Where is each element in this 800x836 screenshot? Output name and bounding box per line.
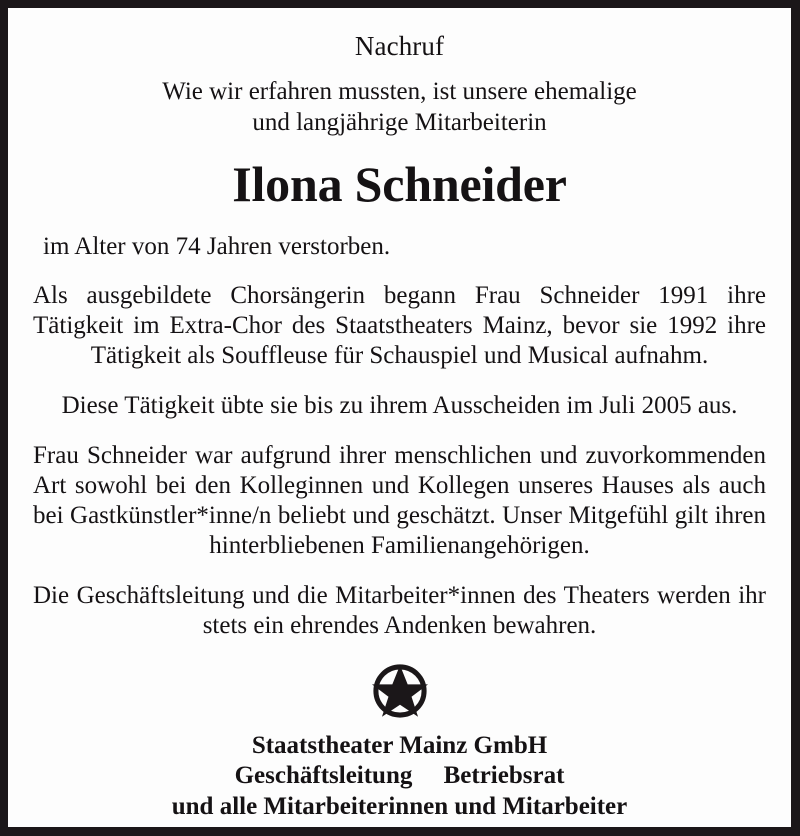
obituary-paragraph-retirement: Diese Tätigkeit übte sie bis zu ihrem Ausscheiden im Juli 2005 aus. — [61, 391, 738, 419]
obituary-paragraph-tribute: Frau Schneider war aufgrund ihrer menschlichen und zuvorkommenden Art sowohl bei den Kolleginnen und Kollegen unseres Hauses als auch bei Gastkünstler*inne/n beliebt und geschätzt. Unser Mitgefühl gilt ihren hinterbliebenen Familienangehörigen. — [33, 441, 766, 559]
signature-block — [33, 731, 766, 823]
page-title: Nachruf — [354, 31, 445, 61]
intro-line-2: und langjährige Mitarbeiterin — [252, 108, 547, 136]
obituary-paragraph-career: Als ausgebildete Chorsängerin begann Frau Schneider 1991 ihre Tätigkeit im Extra-Chor des Staatstheaters Mainz, bevor sie 1992 ihre Tätigkeit als Souffleuse für Schauspiel und Musical aufnahm. — [33, 281, 766, 369]
intro-line-1: Wie wir erfahren mussten, ist unsere ehemalige — [162, 78, 637, 105]
signature-management-and-works-council: Geschäftsleitung Betriebsrat — [234, 762, 565, 789]
intro-text — [33, 77, 766, 138]
signature-all-employees: und alle Mitarbeiterinnen und Mitarbeiter — [171, 792, 628, 820]
age-of-death-line: im Alter von 74 Jahren verstorben. — [43, 233, 391, 260]
obituary-paragraph-remembrance: Die Geschäftsleitung und die Mitarbeiter*innen des Theaters werden ihr stets ein ehrendes Andenken bewahren. — [33, 581, 766, 639]
theater-logo — [33, 663, 766, 719]
deceased-name: Ilona Schneider — [232, 156, 567, 212]
signature-organisation: Staatstheater Mainz GmbH — [251, 731, 548, 759]
obituary-notice-body — [8, 8, 791, 827]
star-in-circle-icon — [372, 663, 428, 719]
